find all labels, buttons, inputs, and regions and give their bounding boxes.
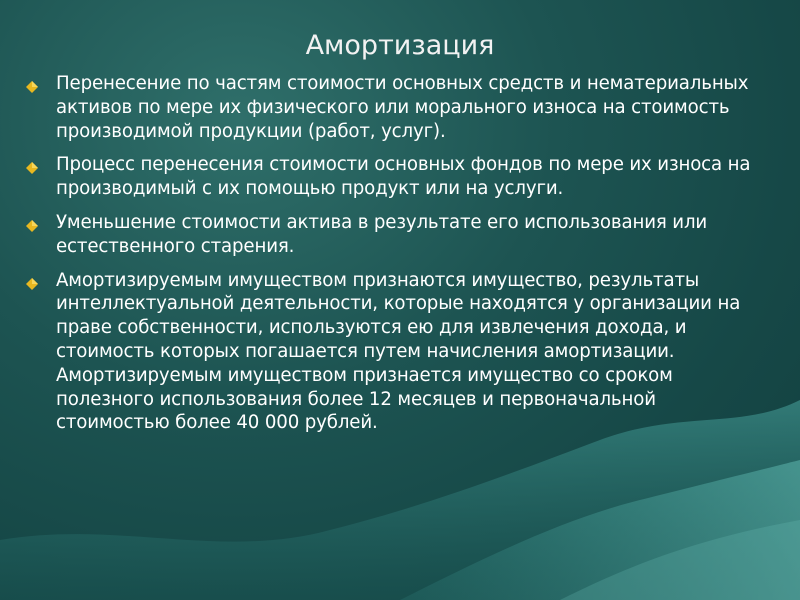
bullet-text: Амортизируемым имуществом признаются имущество, результаты интеллектуальной деятельности, которые находятся у организации на праве собственности, используются ею для извлечения дохода, и стоимость которых погашается путем начисления амортизации. Амортизируемым имуществом признается имущество со сроком полезного использования более 12 месяцев и первоначальной стоимостью более 40 000 рублей. (56, 269, 741, 434)
diamond-bullet-icon (26, 220, 38, 232)
diamond-bullet-icon (26, 162, 38, 174)
bullet-text: Процесс перенесения стоимости основных фондов по мере их износа на производимый с их помощью продукт или на услуги. (56, 154, 751, 200)
slide-title: Амортизация (305, 30, 495, 61)
bullet-text: Уменьшение стоимости актива в результате его использования или естественного старения. (56, 211, 708, 257)
bullet-item (26, 153, 766, 201)
bullet-list (26, 72, 766, 445)
bullet-item (26, 269, 766, 436)
bullet-text: Перенесение по частям стоимости основных средств и нематериальных активов по мере их физического или морального износа на стоимость производимой продукции (работ, услуг). (56, 73, 749, 142)
bullet-item (26, 211, 766, 259)
diamond-bullet-icon (26, 278, 38, 290)
diamond-bullet-icon (26, 81, 38, 93)
bullet-item (26, 72, 766, 143)
